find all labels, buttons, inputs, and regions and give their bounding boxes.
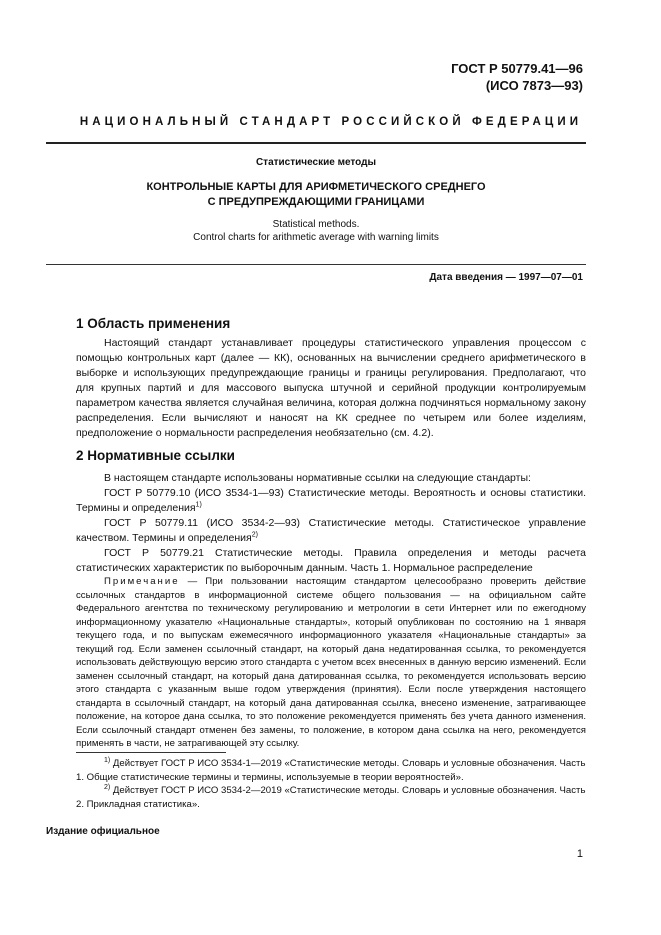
footnote-2: $^{2)}$ Действует ГОСТ Р ИСО 3534-2—2019 «Статистические методы. Словарь и условные обозначения. Часть 2. Прикладная статистика».: [76, 783, 586, 810]
main-title-line2: С ПРЕДУПРЕЖДАЮЩИМИ ГРАНИЦАМИ: [207, 196, 425, 208]
english-title-line2: Control charts for arithmetic average with warning limits: [193, 232, 439, 243]
ref-gost-50779-21: ГОСТ Р 50779.21 Статистические методы. Правила определения и методы расчета статистических характеристик по выборочным данным. Часть 1. Нормальное распределение: [76, 547, 586, 574]
footnote-divider: [76, 752, 226, 753]
refs-intro: В настоящем стандарте использованы нормативные ссылки на следующие стандарты:: [104, 472, 531, 484]
english-title-line1: Statistical methods.: [272, 219, 360, 230]
section1-paragraph: Настоящий стандарт устанавливает процедуры статистического управления процессом с помощью контрольных карт (далее — КК), основанных на вычислении среднего арифметического в выборке и использующих предупреждающие границы и границы регулирования. Предполагают, что для крупных партий и для массового выпуска штучной и серийной продукции контролируемым параметром качества является случайная величина, которая должна подчиняться нормальному закону распределения. Если вычисляют и наносят на КК среднее по четырем или более изделиям, предположение о нормальности распределения необязательно (см. 4.2).: [76, 337, 586, 439]
footnotes: [76, 757, 586, 811]
effective-date: Дата введения — 1997—07—01: [429, 272, 583, 283]
national-standard-banner: НАЦИОНАЛЬНЫЙ СТАНДАРТ РОССИЙСКОЙ ФЕДЕРАЦИИ: [79, 116, 583, 128]
edition-label: Издание официальное: [46, 826, 160, 837]
section2-heading: 2 Нормативные ссылки: [76, 448, 235, 463]
note-paragraph: [76, 575, 586, 751]
document-code: [451, 60, 583, 94]
section2-body: [76, 471, 586, 576]
main-title: [46, 180, 586, 210]
ref-gost-50779-11: ГОСТ Р 50779.11 (ИСО 3534-2—93) Статистические методы. Статистическое управление качеством. Термины и определения$^{2)}$: [76, 517, 586, 544]
footnote-1: $^{1)}$ Действует ГОСТ Р ИСО 3534-1—2019 «Статистические методы. Словарь и условные обозначения. Часть 1. Общие статистические термины и термины, используемые в теории вероятностей».: [76, 756, 586, 783]
iso-code: (ИСО 7873—93): [485, 78, 583, 93]
english-title: [46, 218, 586, 244]
ref-gost-50779-10: ГОСТ Р 50779.10 (ИСО 3534-1—93) Статистические методы. Вероятность и основы статистики. Термины и определения$^{1)}$: [76, 487, 586, 514]
footnote-ref-1[interactable]: 1): [195, 501, 202, 509]
footnote-ref-2[interactable]: 2): [251, 531, 258, 539]
category-title: Статистические методы: [255, 157, 377, 168]
main-title-line1: КОНТРОЛЬНЫЕ КАРТЫ ДЛЯ АРИФМЕТИЧЕСКОГО СРЕДНЕГО: [146, 181, 486, 193]
title-divider: [46, 264, 586, 265]
page-number: 1: [576, 848, 583, 860]
header-divider: [46, 142, 586, 144]
note-label: Примечание: [104, 576, 180, 587]
note-block: [76, 575, 586, 751]
note-text: — При пользовании настоящим стандартом целесообразно проверить действие ссылочных стандартов в информационной системе общего пользования — на официальном сайте Федерального агентства по техническому регулированию и метрологии в сети Интернет или по ежегодному информационному указателю «Национальные стандарты», который опубликован по состоянию на 1 января текущего года, и по выпускам ежемесячного информационного указателя «Национальные стандарты» за текущий год. Если заменен ссылочный стандарт, на который дана недатированная ссылка, то рекомендуется использовать действующую версию этого стандарта с учетом всех внесенных в данную версию изменений. Если заменен ссылочный стандарт, на который дана датированная ссылка, то рекомендуется использовать версию этого стандарта с указанным выше годом утверждения (принятия). Если после утверждения настоящего стандарта в ссылочный стандарт, на который дана датированная ссылка, внесено изменение, затрагивающее положение, на которое дана ссылка, то это положение рекомендуется применять без учета данного изменения. Если ссылочный стандарт отменен без замены, то положение, в котором дана ссылка на него, рекомендуется применять в части, не затрагивающей эту ссылку.: [76, 576, 586, 749]
section1-heading: 1 Область применения: [76, 316, 231, 331]
section1-body: [76, 336, 586, 441]
gost-code: ГОСТ Р 50779.41—96: [451, 61, 583, 76]
